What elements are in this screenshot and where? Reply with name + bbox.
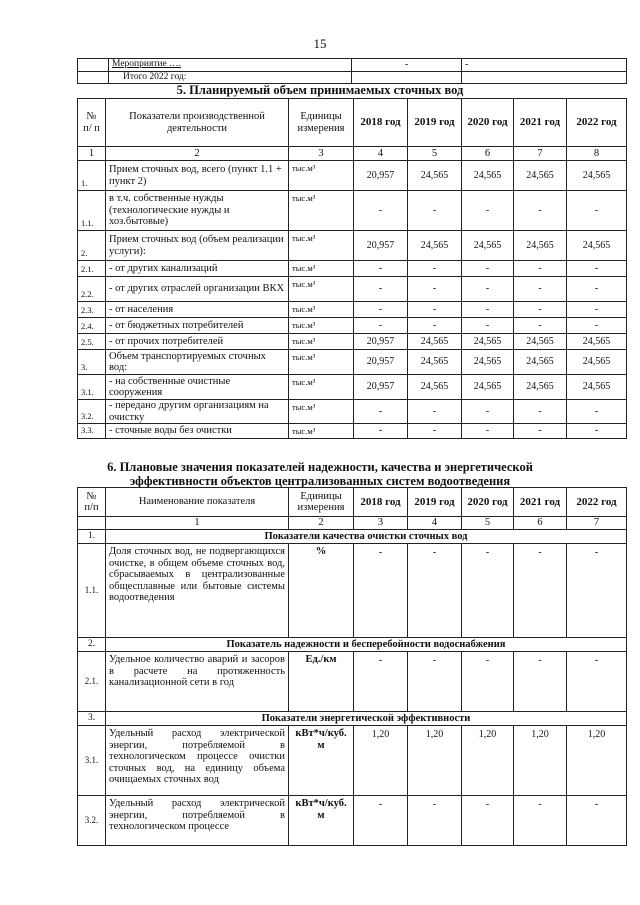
row-value: 24,565 bbox=[462, 231, 514, 261]
row-number: 2.4. bbox=[78, 318, 106, 334]
group-row bbox=[78, 638, 627, 652]
table-row bbox=[78, 652, 627, 712]
section6-title-line2: эффективности объектов централизованных систем водоотведения bbox=[129, 474, 511, 488]
table-row bbox=[78, 544, 627, 638]
row-value: 24,565 bbox=[462, 334, 514, 350]
row-value: 24,565 bbox=[408, 161, 462, 191]
row-value: - bbox=[408, 318, 462, 334]
row-unit: тыс.м³ bbox=[289, 375, 354, 400]
row-value: - bbox=[462, 191, 514, 231]
col-header-year: 2020 год bbox=[462, 99, 514, 147]
col-header-unit: Единицы измерения bbox=[289, 99, 354, 147]
carryover-value: - bbox=[462, 59, 627, 72]
row-name: - от других канализаций bbox=[106, 261, 289, 277]
row-value: 24,565 bbox=[567, 350, 627, 375]
row-value: - bbox=[567, 652, 627, 712]
row-name: - передано другим организациям на очистку bbox=[106, 400, 289, 424]
row-value: - bbox=[567, 796, 627, 846]
row-value: 1,20 bbox=[514, 726, 567, 796]
row-value: - bbox=[462, 318, 514, 334]
row-value: - bbox=[567, 277, 627, 302]
row-unit: Ед./км bbox=[289, 652, 354, 712]
row-unit: тыс.м³ bbox=[289, 334, 354, 350]
row-number: 3.1. bbox=[78, 726, 106, 796]
table-row bbox=[78, 231, 627, 261]
row-value: - bbox=[514, 261, 567, 277]
row-number: 3.2. bbox=[78, 796, 106, 846]
row-unit: кВт*ч/куб. м bbox=[289, 796, 354, 846]
table-row bbox=[78, 161, 627, 191]
table-row bbox=[78, 334, 627, 350]
row-name: Прием сточных вод (объем реализации услуги): bbox=[106, 231, 289, 261]
index-cell: 1 bbox=[78, 147, 106, 161]
col-header-year: 2022 год bbox=[567, 99, 627, 147]
row-value: 1,20 bbox=[354, 726, 408, 796]
table-row bbox=[78, 400, 627, 424]
col-header-year: 2019 год bbox=[408, 99, 462, 147]
index-cell: 8 bbox=[567, 147, 627, 161]
table-row bbox=[78, 277, 627, 302]
row-value: 20,957 bbox=[354, 350, 408, 375]
row-value: 24,565 bbox=[462, 375, 514, 400]
index-cell: 7 bbox=[567, 517, 627, 530]
table-row bbox=[78, 191, 627, 231]
row-value: - bbox=[408, 544, 462, 638]
row-value: 24,565 bbox=[462, 350, 514, 375]
col-header-num: № п/ п bbox=[78, 99, 106, 147]
row-value: 20,957 bbox=[354, 161, 408, 191]
row-value: 24,565 bbox=[408, 231, 462, 261]
page-number: 15 bbox=[313, 36, 327, 51]
row-value: 24,565 bbox=[408, 350, 462, 375]
row-number: 2.3. bbox=[78, 302, 106, 318]
row-number: 2.2. bbox=[78, 277, 106, 302]
row-value: - bbox=[514, 302, 567, 318]
row-unit: тыс.м³ bbox=[289, 302, 354, 318]
row-value: - bbox=[514, 796, 567, 846]
row-value: - bbox=[514, 277, 567, 302]
index-cell: 6 bbox=[514, 517, 567, 530]
row-value: - bbox=[514, 191, 567, 231]
group-number: 1. bbox=[78, 530, 106, 544]
section6-title-line1: 6. Плановые значения показателей надежности, качества и энергетической bbox=[107, 460, 533, 474]
table-row bbox=[78, 302, 627, 318]
row-value: - bbox=[408, 261, 462, 277]
index-cell: 4 bbox=[354, 147, 408, 161]
table-row bbox=[78, 726, 627, 796]
row-name: Удельный расход электрической энергии, потребляемой в технологическом процессе очистки сточных вод, на единицу объема очищаемых сточных вод bbox=[106, 726, 289, 796]
row-number: 2.1. bbox=[78, 261, 106, 277]
col-header-year: 2020 год bbox=[462, 488, 514, 517]
table-row bbox=[78, 424, 627, 439]
row-unit: тыс.м³ bbox=[289, 424, 354, 439]
table-row bbox=[78, 350, 627, 375]
row-value: - bbox=[354, 400, 408, 424]
row-value: 24,565 bbox=[514, 350, 567, 375]
row-number: 1.1. bbox=[78, 544, 106, 638]
row-value: - bbox=[408, 424, 462, 439]
row-number: 1. bbox=[78, 161, 106, 191]
index-cell: 3 bbox=[354, 517, 408, 530]
row-value: 24,565 bbox=[514, 334, 567, 350]
row-name: Удельный расход электрической энергии, потребляемой в технологическом процессе bbox=[106, 796, 289, 846]
row-value: - bbox=[567, 400, 627, 424]
row-value: - bbox=[567, 424, 627, 439]
row-name: - от других отраслей организации ВКХ bbox=[106, 277, 289, 302]
col-header-year: 2021 год bbox=[514, 488, 567, 517]
row-name: в т.ч. собственные нужды (технологические нужды и хоз.бытовые) bbox=[106, 191, 289, 231]
section5-title: 5. Планируемый объем принимаемых сточных вод bbox=[176, 83, 464, 97]
row-value: 20,957 bbox=[354, 375, 408, 400]
row-value: 24,565 bbox=[514, 375, 567, 400]
row-value: - bbox=[354, 261, 408, 277]
row-value: 24,565 bbox=[408, 334, 462, 350]
row-unit: тыс.м³ bbox=[289, 277, 354, 302]
table-row bbox=[78, 261, 627, 277]
row-name: - сточные воды без очистки bbox=[106, 424, 289, 439]
row-number: 3.1. bbox=[78, 375, 106, 400]
col-header-unit: Единицы измерения bbox=[289, 488, 354, 517]
index-cell: 5 bbox=[462, 517, 514, 530]
carryover-label: Мероприятие …. bbox=[109, 59, 352, 72]
row-value: - bbox=[408, 277, 462, 302]
row-number: 2.1. bbox=[78, 652, 106, 712]
table-row bbox=[78, 796, 627, 846]
row-unit: тыс.м³ bbox=[289, 261, 354, 277]
row-value: - bbox=[354, 424, 408, 439]
index-cell: 2 bbox=[289, 517, 354, 530]
row-name: - на собственные очистные сооружения bbox=[106, 375, 289, 400]
index-cell: 2 bbox=[106, 147, 289, 161]
col-header-name: Наименование показателя bbox=[106, 488, 289, 517]
row-value: - bbox=[354, 318, 408, 334]
group-row bbox=[78, 530, 627, 544]
row-value: - bbox=[354, 277, 408, 302]
row-name: - от населения bbox=[106, 302, 289, 318]
row-value: - bbox=[462, 302, 514, 318]
row-value: - bbox=[462, 424, 514, 439]
row-value: 20,957 bbox=[354, 334, 408, 350]
row-name: Удельное количество аварий и засоров в расчете на протяженность канализационной сети в год bbox=[106, 652, 289, 712]
row-unit: тыс.м³ bbox=[289, 191, 354, 231]
table-row bbox=[78, 318, 627, 334]
row-name: Объем транспортируемых сточных вод: bbox=[106, 350, 289, 375]
index-cell: 7 bbox=[514, 147, 567, 161]
row-value: 24,565 bbox=[408, 375, 462, 400]
row-value: - bbox=[408, 191, 462, 231]
row-value: - bbox=[567, 302, 627, 318]
row-value: - bbox=[462, 400, 514, 424]
row-value: - bbox=[514, 318, 567, 334]
row-value: - bbox=[514, 400, 567, 424]
section6-table bbox=[77, 487, 627, 846]
row-value: - bbox=[408, 652, 462, 712]
row-value: - bbox=[462, 652, 514, 712]
row-value: - bbox=[514, 652, 567, 712]
row-unit: тыс.м³ bbox=[289, 161, 354, 191]
index-cell: 6 bbox=[462, 147, 514, 161]
row-value: - bbox=[462, 796, 514, 846]
row-number: 2.5. bbox=[78, 334, 106, 350]
col-header-year: 2021 год bbox=[514, 99, 567, 147]
group-number: 2. bbox=[78, 638, 106, 652]
row-name: - от бюджетных потребителей bbox=[106, 318, 289, 334]
row-name: Прием сточных вод, всего (пункт 1.1 + пункт 2) bbox=[106, 161, 289, 191]
row-value: 24,565 bbox=[567, 334, 627, 350]
group-title: Показатель надежности и бесперебойности водоснабжения bbox=[106, 638, 627, 652]
row-value: - bbox=[354, 544, 408, 638]
row-value: - bbox=[514, 544, 567, 638]
index-cell: 4 bbox=[408, 517, 462, 530]
carryover-value: - bbox=[352, 59, 462, 72]
row-value: - bbox=[354, 652, 408, 712]
row-name: - от прочих потребителей bbox=[106, 334, 289, 350]
row-number: 3. bbox=[78, 350, 106, 375]
index-cell: 1 bbox=[106, 517, 289, 530]
row-value: - bbox=[354, 796, 408, 846]
row-value: 24,565 bbox=[514, 231, 567, 261]
row-value: 24,565 bbox=[514, 161, 567, 191]
row-value: - bbox=[408, 400, 462, 424]
row-value: 1,20 bbox=[567, 726, 627, 796]
row-unit: тыс.м³ bbox=[289, 318, 354, 334]
group-row bbox=[78, 712, 627, 726]
row-value: - bbox=[462, 277, 514, 302]
row-unit: тыс.м³ bbox=[289, 350, 354, 375]
row-unit: тыс.м³ bbox=[289, 231, 354, 261]
row-value: - bbox=[514, 424, 567, 439]
row-unit: % bbox=[289, 544, 354, 638]
row-value: 24,565 bbox=[462, 161, 514, 191]
row-value: 1,20 bbox=[462, 726, 514, 796]
section5-table bbox=[77, 98, 627, 439]
row-number: 3.3. bbox=[78, 424, 106, 439]
index-cell: 5 bbox=[408, 147, 462, 161]
row-number: 3.2. bbox=[78, 400, 106, 424]
row-value: - bbox=[408, 796, 462, 846]
group-title: Показатели энергетической эффективности bbox=[106, 712, 627, 726]
group-title: Показатели качества очистки сточных вод bbox=[106, 530, 627, 544]
col-header-name: Показатели производственной деятельности bbox=[106, 99, 289, 147]
row-unit: кВт*ч/куб. м bbox=[289, 726, 354, 796]
row-value: - bbox=[567, 261, 627, 277]
row-value: 24,565 bbox=[567, 161, 627, 191]
row-unit: тыс.м³ bbox=[289, 400, 354, 424]
col-header-year: 2018 год bbox=[354, 488, 408, 517]
index-cell: 3 bbox=[289, 147, 354, 161]
row-value: - bbox=[354, 302, 408, 318]
row-value: 20,957 bbox=[354, 231, 408, 261]
row-value: - bbox=[462, 544, 514, 638]
row-value: 24,565 bbox=[567, 231, 627, 261]
row-value: - bbox=[462, 261, 514, 277]
group-number: 3. bbox=[78, 712, 106, 726]
row-value: - bbox=[567, 318, 627, 334]
col-header-year: 2018 год bbox=[354, 99, 408, 147]
row-value: 24,565 bbox=[567, 375, 627, 400]
row-value: - bbox=[354, 191, 408, 231]
carryover-table bbox=[77, 58, 627, 84]
row-number: 2. bbox=[78, 231, 106, 261]
carryover-label: Итого 2022 год: bbox=[109, 71, 352, 84]
row-value: - bbox=[408, 302, 462, 318]
row-name: Доля сточных вод, не подвергающихся очистке, в общем объеме сточных вод, сбрасываемых в централизованные общесплавные или бытовые системы водоотведения bbox=[106, 544, 289, 638]
row-value: - bbox=[567, 191, 627, 231]
row-value: 1,20 bbox=[408, 726, 462, 796]
col-header-year: 2019 год bbox=[408, 488, 462, 517]
table-row bbox=[78, 375, 627, 400]
row-value: - bbox=[567, 544, 627, 638]
col-header-num: № п/п bbox=[78, 488, 106, 517]
col-header-year: 2022 год bbox=[567, 488, 627, 517]
row-number: 1.1. bbox=[78, 191, 106, 231]
